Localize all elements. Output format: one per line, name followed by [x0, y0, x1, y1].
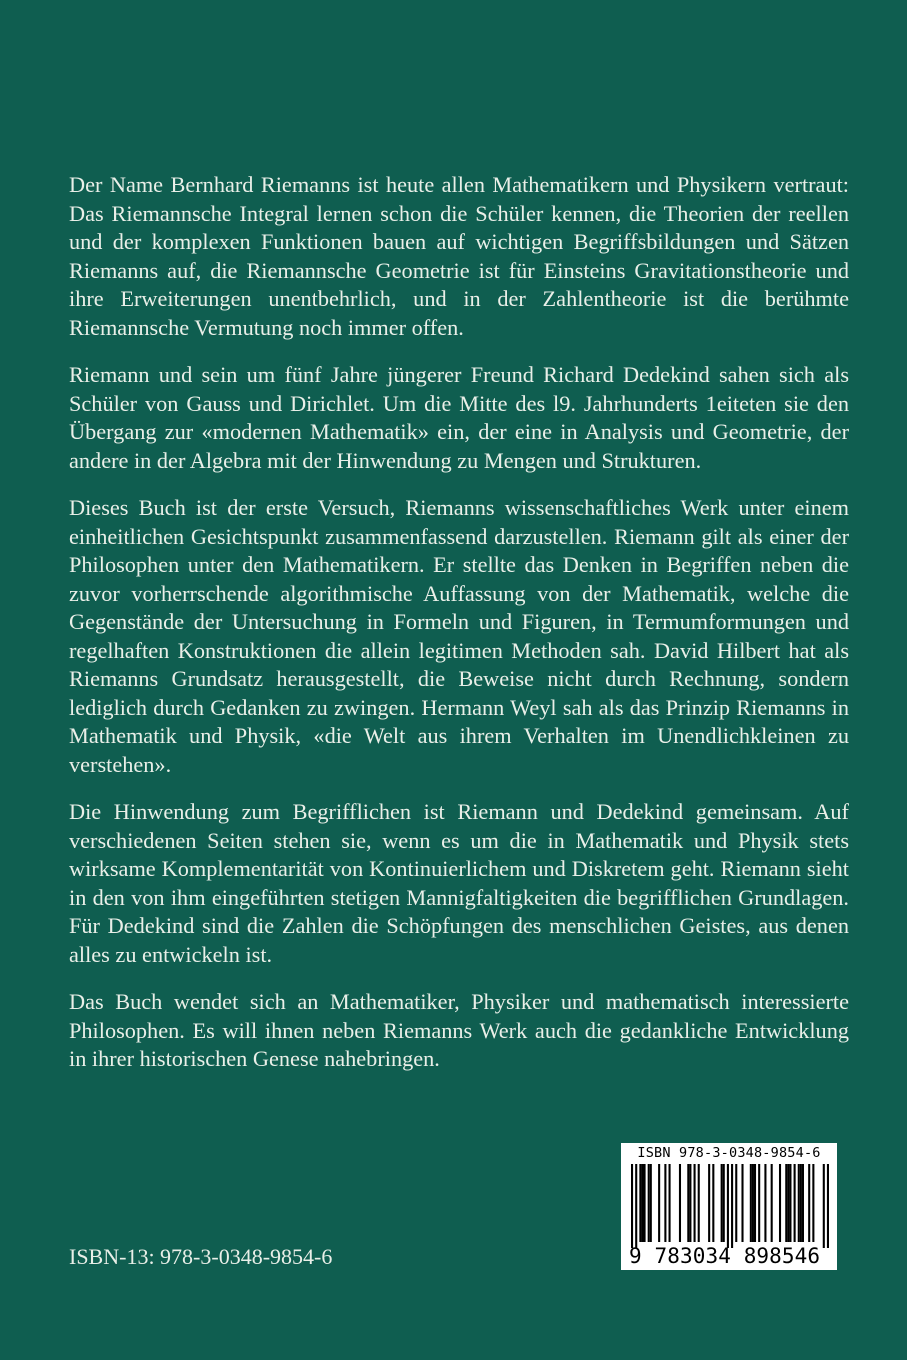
barcode-bar	[754, 1164, 756, 1242]
barcode-bar	[750, 1164, 752, 1242]
barcode-bar	[785, 1164, 787, 1242]
barcode-bar	[800, 1164, 802, 1242]
barcode-bar	[723, 1164, 725, 1242]
isbn-barcode	[621, 1143, 837, 1270]
barcode-bar	[687, 1164, 689, 1242]
barcode-bar	[644, 1164, 646, 1242]
barcode-bar	[727, 1164, 729, 1248]
blurb-paragraph-1: Der Name Bernhard Riemanns ist heute allen Mathematikern und Physikern vertraut: Das Riemannsche Integral lernen schon die Schüler kennen, die Theorien der reellen und der komplexen Funktionen bauen auf wichtigen Begriffsbildungen und Sätzen Riemanns auf, die Riemannsche Geometrie ist für Einsteins Gravitationstheorie und ihre Erweiterungen unentbehrlich, und in der Zahlentheorie ist die berühmte Riemannsche Vermutung noch immer offen.	[69, 172, 849, 340]
barcode-bar	[779, 1164, 781, 1242]
barcode-bar	[823, 1164, 825, 1248]
barcode-bar	[639, 1164, 641, 1242]
barcode-bar	[658, 1164, 660, 1242]
blurb-paragraph-5: Das Buch wendet sich an Mathematiker, Physiker und mathematisch interessierte Philosophen. Es will ihnen neben Riemanns Werk auch die gedankliche Entwicklung in ihrer historischen Genese nahebringen.	[69, 989, 849, 1071]
barcode-bar	[721, 1164, 723, 1242]
barcode-bar	[741, 1164, 743, 1242]
barcode-bar	[689, 1164, 691, 1242]
barcode-bar	[787, 1164, 789, 1242]
barcode-bar	[664, 1164, 666, 1242]
barcode-bar	[827, 1164, 829, 1248]
barcode-bar	[794, 1164, 796, 1242]
blurb-paragraph-3: Dieses Buch ist der erste Versuch, Riemanns wissenschaftliches Werk unter einem einheitlichen Gesichtspunkt zusammenfassend darzustellen. Riemann gilt als einer der Philosophen unter den Mathematikern. Er stellte das Denken in Begriffen neben die zuvor vorherrschende algorithmische Auffassung von der Mathematik, welche die Gegenstände der Untersuchung in Formeln und Figuren, in Termumformungen und regelhaften Konstruktionen die allein legitimen Methoden sah. David Hilbert hat als Riemanns Grundsatz herausgestellt, die Beweise nicht durch Rechnung, sondern lediglich durch Gedanken zu zwingen. Hermann Weyl sah als das Prinzip Riemanns in Mathematik und Physik, «die Welt aus ihrem Verhalten im Unendlichkleinen zu verstehen».	[69, 495, 849, 777]
barcode-bar	[789, 1164, 791, 1242]
barcode-bar	[694, 1164, 696, 1242]
barcode-bar	[802, 1164, 804, 1242]
barcode-bar	[631, 1164, 633, 1248]
blurb-paragraph-4: Die Hinwendung zum Begrifflichen ist Riemann und Dedekind gemeinsam. Auf verschiedenen Seiten stehen sie, wenn es um die in Mathematik und Physik stets wirksame Komplementarität von Kontinuierlichem und Diskretem geht. Riemann sieht in den von ihm eingeführten stetigen Mannigfaltigkeiten die begrifflichen Grundlagen. Für Dedekind sind die Zahlen die Schöpfungen des menschlichen Geistes, aus denen alles zu entwickeln ist.	[69, 799, 849, 967]
barcode-bar	[712, 1164, 714, 1242]
isbn-label: ISBN-13: 978-3-0348-9854-6	[69, 1244, 333, 1269]
blurb-paragraph-2: Riemann und sein um fünf Jahre jüngerer Freund Richard Dedekind sahen sich als Schüler von Gauss und Dirichlet. Um die Mitte des l9. Jahrhunderts 1eiteten sie den Übergang zur «modernen Mathematik» ein, der eine in Analysis und Geometrie, der andere in der Algebra mit der Hinwendung zu Mengen und Strukturen.	[69, 362, 849, 473]
barcode-bar	[679, 1164, 681, 1242]
blurb-text	[69, 171, 849, 1093]
barcode-bar	[758, 1164, 760, 1242]
barcode-bar	[669, 1164, 671, 1242]
barcode-bar	[650, 1164, 652, 1242]
barcode-bar	[641, 1164, 643, 1242]
barcode-bar	[731, 1164, 733, 1248]
barcode-bar	[708, 1164, 710, 1242]
barcode-bar	[812, 1164, 814, 1242]
barcode-bar	[698, 1164, 700, 1242]
barcode-bar	[808, 1164, 810, 1242]
barcode-bar	[798, 1164, 800, 1242]
barcode-bar	[735, 1164, 737, 1242]
barcode-isbn-text: ISBN 978-3-0348-9854-6	[637, 1145, 821, 1161]
barcode-bars	[631, 1164, 829, 1248]
barcode-bar	[752, 1164, 754, 1242]
barcode-bar	[635, 1164, 637, 1248]
barcode-bar	[764, 1164, 766, 1242]
barcode-digits: 9 783034 898546	[629, 1244, 821, 1268]
barcode-bar	[771, 1164, 773, 1242]
barcode-bar	[648, 1164, 650, 1242]
